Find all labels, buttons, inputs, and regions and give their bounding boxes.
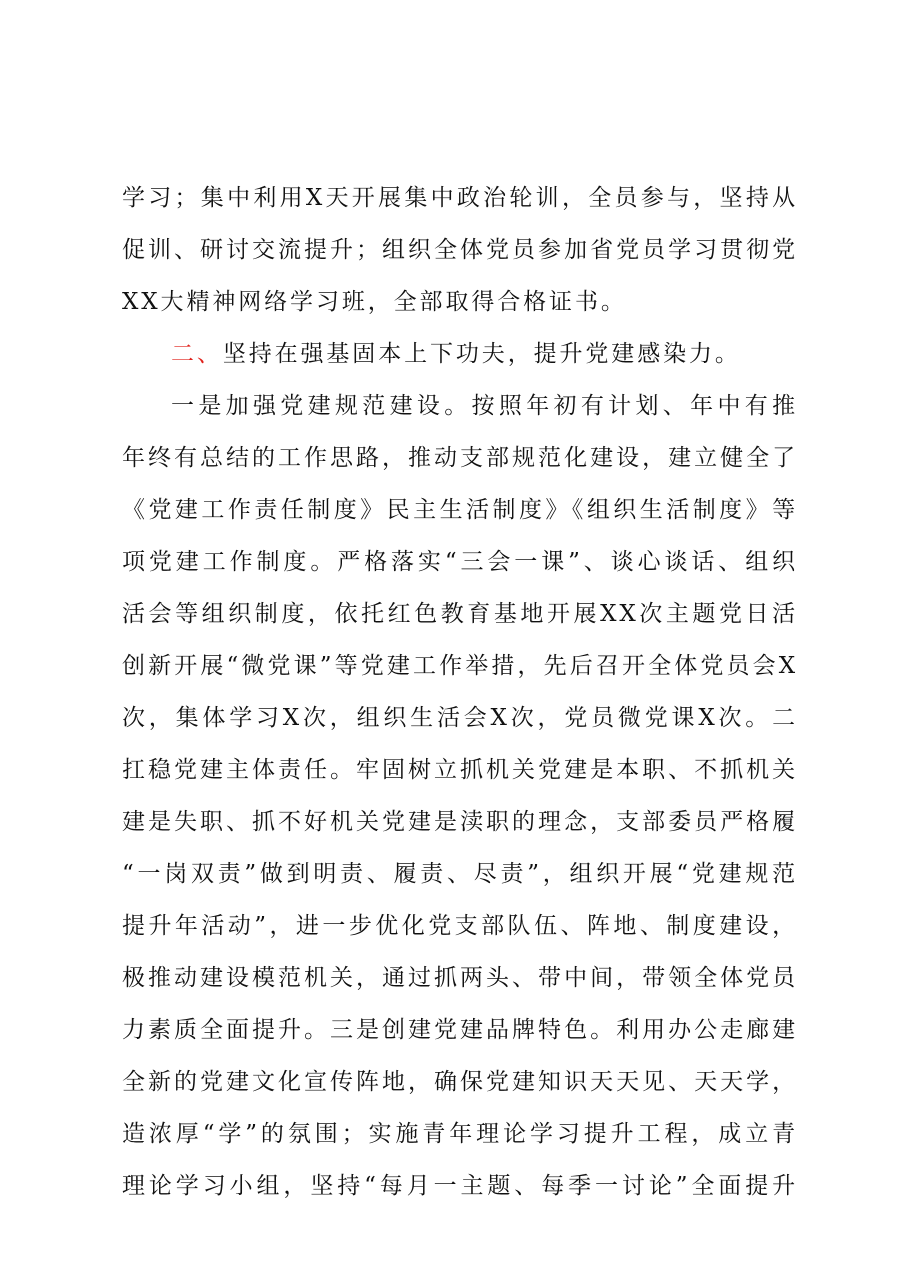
paragraph-2-line-12: 极推动建设模范机关，通过抓两头、带中间，带领全体党员 xyxy=(122,965,798,991)
paragraph-2-line-14: 全新的党建文化宣传阵地，确保党建知识天天见、天天学， xyxy=(122,1069,798,1095)
paragraph-2-line-3: 《党建工作责任制度》民主生活制度》《组织生活制度》等 xyxy=(122,497,798,523)
paragraph-2-line-5: 活会等组织制度，依托红色教育基地开展XX次主题党日活 xyxy=(122,601,798,627)
paragraph-2-line-2: 年终有总结的工作思路，推动支部规范化建设，建立健全了 xyxy=(122,445,798,471)
paragraph-2-line-11: 提升年活动”，进一步优化党支部队伍、阵地、制度建设， xyxy=(122,913,798,939)
paragraph-2-line-16: 理论学习小组，坚持“每月一主题、每季一讨论”全面提升 xyxy=(122,1173,798,1199)
paragraph-2-line-15: 造浓厚“学”的氛围；实施青年理论学习提升工程，成立青 xyxy=(122,1121,798,1147)
paragraph-2-line-8: 扛稳党建主体责任。牢固树立抓机关党建是本职、不抓机关 xyxy=(122,757,798,783)
document-body xyxy=(122,172,798,1212)
paragraph-2-line-1: 一是加强党建规范建设。按照年初有计划、年中有推 xyxy=(171,393,798,419)
paragraph-2-line-6: 创新开展“微党课”等党建工作举措，先后召开全体党员会X xyxy=(122,653,798,679)
paragraph-2-line-10: “一岗双责”做到明责、履责、尽责”，组织开展“党建规范 xyxy=(122,861,798,887)
paragraph-2-line-13: 力素质全面提升。三是创建党建品牌特色。利用办公走廊建 xyxy=(122,1017,798,1043)
paragraph-1-line-1: 学习；集中利用X天开展集中政治轮训，全员参与，坚持从 xyxy=(122,185,798,211)
paragraph-2-line-9: 建是失职、抓不好机关党建是渎职的理念，支部委员严格履 xyxy=(122,809,798,835)
section-heading-2-number: 二、 xyxy=(171,341,223,367)
section-heading-2-text: 坚持在强基固本上下功夫，提升党建感染力。 xyxy=(222,341,741,367)
paragraph-1-line-2: 促训、研讨交流提升；组织全体党员参加省党员学习贯彻党 xyxy=(122,237,798,263)
paragraph-1-line-3: XX大精神网络学习班，全部取得合格证书。 xyxy=(122,289,627,315)
paragraph-2-line-4: 项党建工作制度。严格落实“三会一课”、谈心谈话、组织 xyxy=(122,549,798,575)
paragraph-2-line-7: 次，集体学习X次，组织生活会X次，党员微党课X次。二 xyxy=(122,705,798,731)
section-heading-2 xyxy=(122,328,798,380)
